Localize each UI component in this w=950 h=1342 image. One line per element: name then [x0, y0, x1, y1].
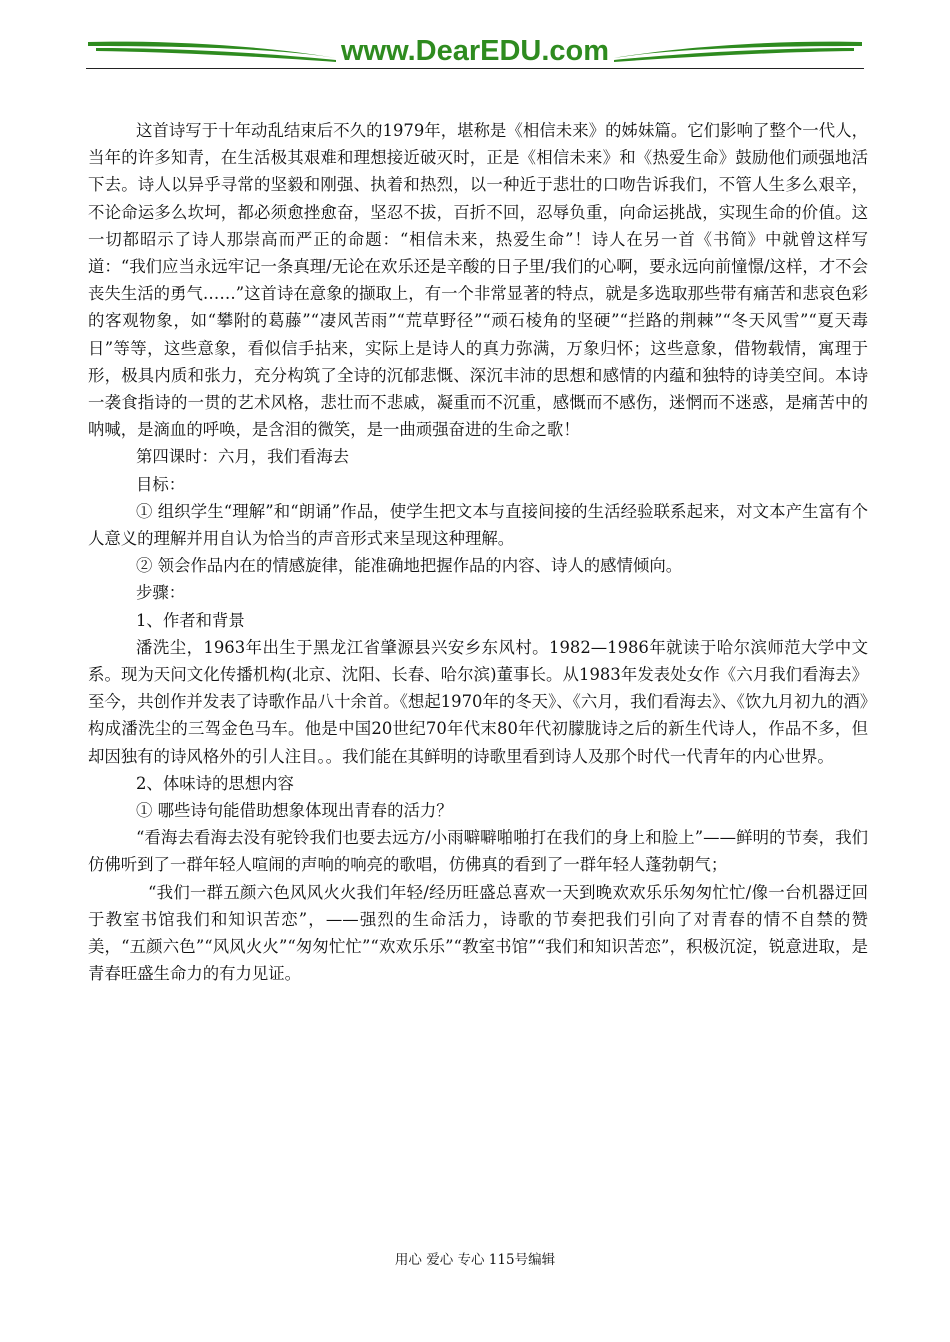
question-item: ① 哪些诗句能借助想象体现出青春的活力？	[136, 801, 453, 821]
goals-heading: 目标：	[136, 474, 186, 494]
quote-paragraph-1: “看海去看海去没有驼铃我们也要去远方/小雨噼噼啪啪打在我们的身上和脸上”——鲜明的节奏，我们仿佛听到了一群年轻人喧闹的声响的响亮的歌唱，仿佛真的看到了一群年轻人蓬勃朝气；	[88, 828, 868, 875]
intro-paragraph: 这首诗写于十年动乱结束后不久的1979年，堪称是《相信未来》的姊妹篇。它们影响了整个一代人，当年的许多知青，在生活极其艰难和理想接近破灭时，正是《相信未来》和《热爱生命》鼓励他们顽强地活下去。诗人以异乎寻常的坚毅和刚强、执着和热烈，以一种近于悲壮的口吻告诉我们，不管人生多么艰辛，不论命运多么坎坷，都必须愈挫愈奋，坚忍不拔，百折不回，忍辱负重，向命运挑战，实现生命的价值。这一切都昭示了诗人那崇高而严正的命题：“相信未来，热爱生命”！诗人在另一首《书简》中就曾这样写道：“我们应当永远牢记一条真理/无论在欢乐还是辛酸的日子里/我们的心啊，要永远向前憧憬/这样，才不会丧失生活的勇气……”这首诗在意象的撷取上，有一个非常显著的特点，就是多选取那些带有痛苦和悲哀色彩的客观物象，如“攀附的葛藤”“凄风苦雨”“荒草野径”“顽石棱角的坚硬”“拦路的荆棘”“冬天风雪”“夏天毒日”等等，这些意象，看似信手拈来，实际上是诗人的真力弥满，万象归怀；这些意象，借物载情，寓理于形，极具内质和张力，充分构筑了全诗的沉郁悲慨、深沉丰沛的思想和感情的内蕴和独特的诗美空间。本诗一袭食指诗的一贯的艺术风格，悲壮而不悲戚，凝重而不沉重，感慨而不感伤，迷惘而不迷惑，是痛苦中的呐喊，是滴血的呼唤，是含泪的微笑，是一曲顽强奋进的生命之歌！	[88, 121, 868, 440]
site-url: www.DearEDU.com	[340, 35, 610, 67]
page-footer: 用心 爱心 专心 115号编辑	[394, 1252, 556, 1268]
steps-heading: 步骤：	[136, 583, 186, 603]
header-divider	[86, 68, 864, 69]
section-heading-content: 2、体味诗的思想内容	[136, 773, 294, 793]
goal-item-2: ② 领会作品内在的情感旋律，能准确地把握作品的内容、诗人的感情倾向。	[136, 556, 683, 576]
quote-paragraph-2: “我们一群五颜六色风风火火我们年轻/经历旺盛总喜欢一天到晚欢欢乐乐匆匆忙忙/像一台机器迂回于教室书馆我们和知识苦恋”，——强烈的生命活力，诗歌的节奏把我们引向了对青春的情不自禁的赞美，“五颜六色”“风风火火”“匆匆忙忙”“欢欢乐乐”“教室书馆”“我们和知识苦恋”，积极沉淀，锐意进取，是青春旺盛生命力的有力见证。	[88, 882, 868, 984]
section-heading-author: 1、作者和背景	[136, 610, 245, 630]
author-paragraph: 潘洗尘，1963年出生于黑龙江省肇源县兴安乡东风村。1982—1986年就读于哈尔滨师范大学中文系。现为天问文化传播机构(北京、沈阳、长春、哈尔滨)董事长。从1983年发表处女作《六月我们看海去》至今，共创作并发表了诗歌作品八十余首。《想起1970年的冬天》、《六月，我们看海去》、《饮九月初九的酒》构成潘洗尘的三驾金色马车。他是中国20世纪70年代末80年代初朦胧诗之后的新生代诗人，作品不多，但却因独有的诗风格外的引人注目。。我们能在其鲜明的诗歌里看到诗人及那个时代一代青年的内心世界。	[88, 637, 868, 766]
goal-item-1: ① 组织学生“理解”和“朗诵”作品，使学生把文本与直接间接的生活经验联系起来，对文本产生富有个人意义的理解并用自认为恰当的声音形式来呈现这种理解。	[88, 501, 868, 549]
lesson-title: 第四课时：六月，我们看海去	[136, 447, 350, 467]
document-body	[88, 117, 868, 988]
site-header	[86, 32, 864, 72]
